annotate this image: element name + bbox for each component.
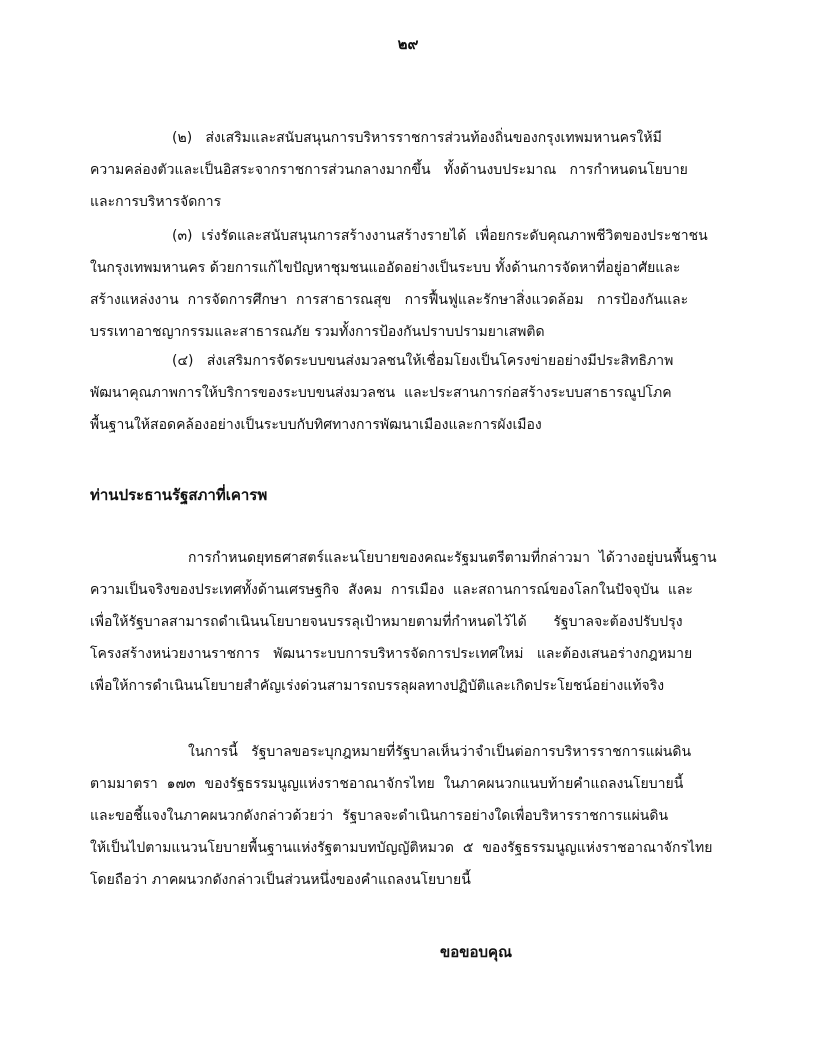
text-line: โดยถือว่า ภาคผนวกดังกล่าวเป็นส่วนหนึ่งของคำแถลงนโยบายนี้ — [90, 872, 471, 888]
list-item-3 — [90, 220, 740, 348]
page-number: ๒๙ — [397, 35, 419, 53]
text-line: เพื่อให้รัฐบาลสามารถดำเนินนโยบายจนบรรลุเป้าหมายตามที่กำหนดไว้ได้ รัฐบาลจะต้องปรับปรุง — [90, 614, 683, 630]
text-line: ตามมาตรา ๑๗๓ ของรัฐธรรมนูญแห่งราชอาณาจักรไทย ในภาคผนวกแนบท้ายคำแถลงนโยบายนี้ — [90, 776, 684, 792]
text-line: โครงสร้างหน่วยงานราชการ พัฒนาระบบการบริหารจัดการประเทศใหม่ และต้องเสนอร่างกฎหมาย — [90, 646, 693, 662]
text-line: และการบริหารจัดการ — [90, 194, 222, 210]
list-item-2 — [90, 122, 740, 218]
text-line: พัฒนาคุณภาพการให้บริการของระบบขนส่งมวลชน และประสานการก่อสร้างระบบสาธารณูปโภค — [90, 385, 672, 401]
text-line: เพื่อให้การดำเนินนโยบายสำคัญเร่งด่วนสามารถบรรลุผลทางปฏิบัติและเกิดประโยชน์อย่างแท้จริง — [90, 678, 665, 694]
text-line: การกำหนดยุทธศาสตร์และนโยบายของคณะรัฐมนตรีตามที่กล่าวมา ได้วางอยู่บนพื้นฐาน — [188, 550, 717, 566]
paragraph-legislation — [90, 736, 740, 896]
text-line: ในกรุงเทพมหานคร ด้วยการแก้ไขปัญหาชุมชนแออัดอย่างเป็นระบบ ทั้งด้านการจัดหาที่อยู่อาศัยและ — [90, 260, 681, 276]
text-line: ความเป็นจริงของประเทศทั้งด้านเศรษฐกิจ สังคม การเมือง และสถานการณ์ของโลกในปัจจุบัน และ — [90, 582, 693, 598]
text-line: ในการนี้ รัฐบาลขอระบุกฎหมายที่รัฐบาลเห็นว่าจำเป็นต่อการบริหารราชการแผ่นดิน — [188, 744, 692, 760]
text-line: (๒) ส่งเสริมและสนับสนุนการบริหารราชการส่วนท้องถิ่นของกรุงเทพมหานครให้มี — [172, 130, 662, 146]
text-line: บรรเทาอาชญากรรมและสาธารณภัย รวมทั้งการป้องกันปราบปรามยาเสพติด — [90, 324, 545, 340]
list-item-4 — [90, 345, 740, 441]
section-heading: ท่านประธานรัฐสภาที่เคารพ — [90, 486, 268, 504]
text-line: สร้างแหล่งงาน การจัดการศึกษา การสาธารณสุข การฟื้นฟูและรักษาสิ่งแวดล้อม การป้องกันและ — [90, 292, 689, 308]
text-line: (๔) ส่งเสริมการจัดระบบขนส่งมวลชนให้เชื่อมโยงเป็นโครงข่ายอย่างมีประสิทธิภาพ — [172, 353, 674, 369]
paragraph-strategy — [90, 542, 740, 702]
text-line: (๓) เร่งรัดและสนับสนุนการสร้างงานสร้างรายได้ เพื่อยกระดับคุณภาพชีวิตของประชาชน — [172, 228, 708, 244]
text-line: ให้เป็นไปตามแนวนโยบายพื้นฐานแห่งรัฐตามบทบัญญัติหมวด ๕ ของรัฐธรรมนูญแห่งราชอาณาจักรไทย — [90, 840, 713, 856]
closing-text: ขอขอบคุณ — [440, 943, 512, 961]
text-line: และขอชี้แจงในภาคผนวกดังกล่าวด้วยว่า รัฐบาลจะดำเนินการอย่างใดเพื่อบริหารราชการแผ่นดิน — [90, 808, 669, 824]
text-line: ความคล่องตัวและเป็นอิสระจากราชการส่วนกลางมากขึ้น ทั้งด้านงบประมาณ การกำหนดนโยบาย — [90, 162, 688, 178]
text-line: พื้นฐานให้สอดคล้องอย่างเป็นระบบกับทิศทางการพัฒนาเมืองและการผังเมือง — [90, 417, 542, 433]
